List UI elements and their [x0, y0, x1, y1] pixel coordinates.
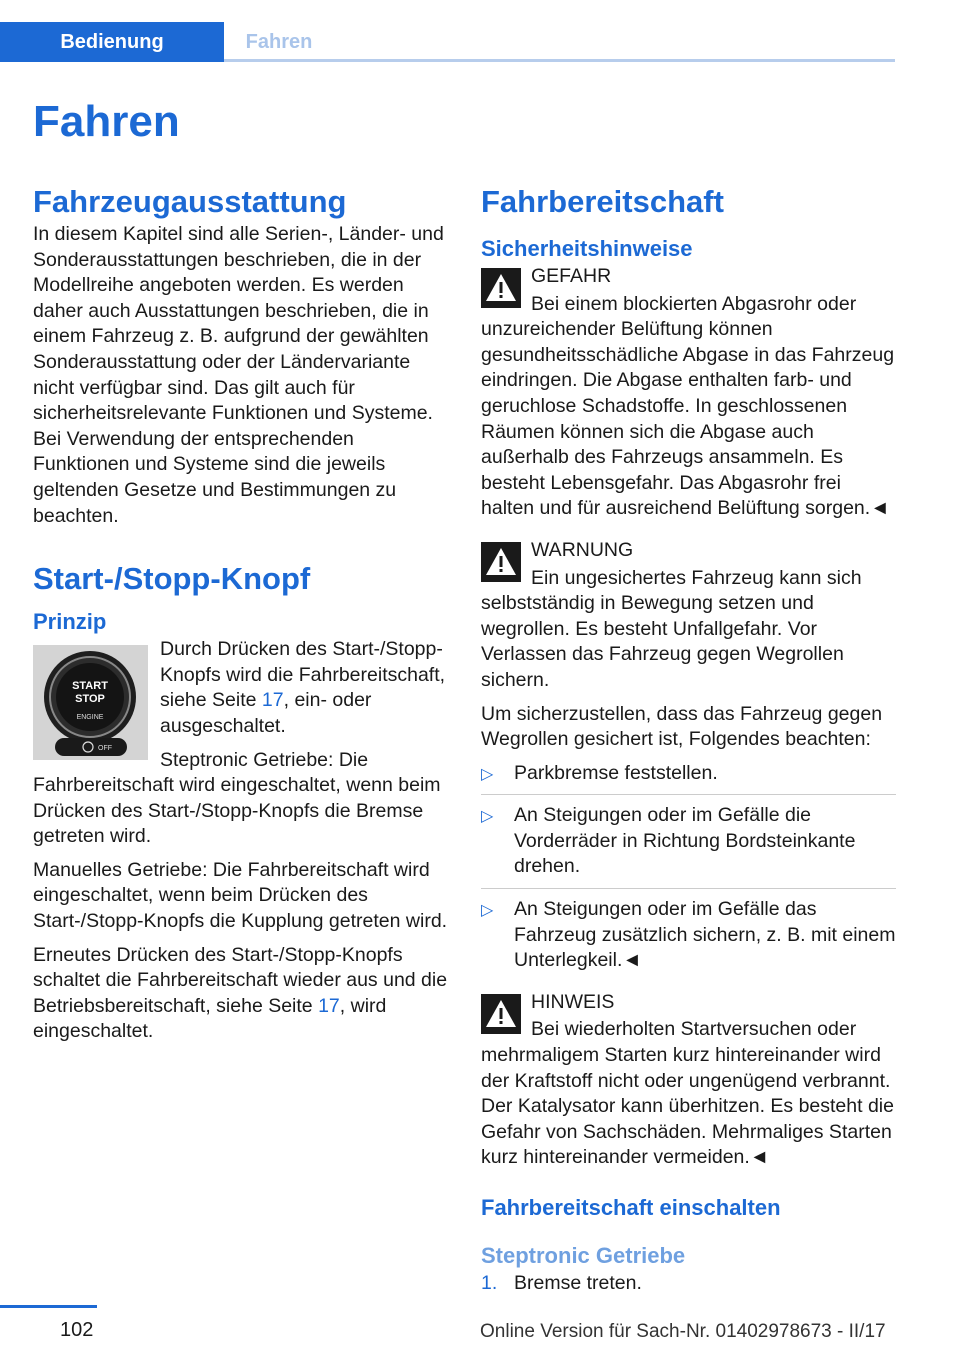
steptronic-title: Steptronic Getriebe: [481, 1243, 686, 1268]
right-column: [481, 182, 896, 1297]
section-fahrzeugausstattung-title: Fahrzeugausstattung: [33, 184, 347, 219]
tab-fahren[interactable]: Fahren: [245, 31, 313, 53]
section-start-stopp-title: Start-/Stopp-Knopf: [33, 561, 311, 597]
list-item: ▷ Parkbremse feststellen.: [481, 761, 896, 796]
prinzip-paragraph-1: Durch Drücken des Start-/Stopp-Knopfs wird die Fahrbereitschaft, siehe Seite 17, ein- oder ausgeschaltet.: [160, 638, 446, 737]
section-fahrzeugausstattung-text: In diesem Kapitel sind alle Serien-, Länder- und Sonderausstattungen beschrieben, die in der Modellreihe angeboten werden. Es werden daher auch Ausstattungen beschrieben, die in einem Fahrzeug z. B. aufgrund der gewählten Sonderausstattung oder der Ländervariante nicht verfügbar sind. Das gilt auch für sicherheitsrelevante Funktionen und Systeme. Bei Verwendung der entsprechenden Funktionen und Systeme sind die jeweils geltenden Gesetze und Bestimmungen zu beachten.: [33, 223, 444, 527]
warning-warnung-label: WARNUNG: [531, 538, 634, 561]
button-image-line2: STOP: [75, 693, 105, 706]
warning-triangle-icon: [481, 994, 521, 1034]
warning-triangle-icon: [481, 542, 521, 582]
sicherheitshinweise-title: Sicherheitshinweise: [481, 236, 693, 261]
secure-list: [481, 761, 896, 982]
prinzip-paragraph-4: Erneutes Drücken des Start-/Stopp-Knopfs schaltet die Fahrbereitschaft wieder aus und die Betriebsbereitschaft, siehe Seite 17, wird eingeschaltet.: [33, 943, 448, 1043]
warning-gefahr-text: Bei einem blockierten Abgasrohr oder unzureichender Belüftung können gesundheitsschädliche Abgase in das Fahrzeug eindringen. Die Abgase enthalten farb- und geruchlose Schadstoffe. In geschlossenen Räumen können sich die Abgase auch außerhalb des Fahrzeugs ansammeln. Es besteht Lebensgefahr. Das Abgasrohr frei halten und für ausreichend Belüftung sorgen.◄: [481, 292, 895, 520]
button-image-line3: ENGINE: [76, 714, 104, 722]
list-item: ▷ An Steigungen oder im Gefälle die Vorderräder in Richtung Bordsteinkante drehen.: [481, 803, 896, 889]
warning-warnung-text: Ein ungesichertes Fahrzeug kann sich selbstständig in Bewegung setzen und wegrollen. Es besteht Unfallgefahr. Vor Verlassen das Fahrzeug gegen Wegrollen sichern.: [481, 566, 862, 691]
warning-warnung: [481, 538, 896, 694]
warning-triangle-icon: [481, 268, 521, 308]
button-image-off: OFF: [98, 745, 112, 753]
button-image-line1: START: [72, 680, 108, 693]
warning-gefahr-label: GEFAHR: [531, 265, 612, 287]
page-number: 102: [60, 1319, 94, 1341]
bullet-triangle-icon: ▷: [481, 765, 494, 783]
fahrbereitschaft-einschalten-title: Fahrbereitschaft einschalten: [481, 1195, 781, 1220]
section-fahrbereitschaft-title: Fahrbereitschaft: [481, 184, 724, 219]
warning-hinweis: [481, 990, 896, 1171]
header-bar: [0, 22, 895, 62]
page-link-17[interactable]: 17: [318, 994, 340, 1017]
footer-divider: [0, 1305, 97, 1308]
warning-gefahr: [481, 264, 896, 522]
prinzip-paragraph-3: Manuelles Getriebe: Die Fahrbereitschaft wird eingeschaltet, wenn beim Drücken des Start-/Stopp-Knopfs die Kupplung getreten wird.: [33, 858, 448, 933]
list-item: ▷ An Steigungen oder im Gefälle das Fahrzeug zusätzlich sichern, z. B. mit einem Unterlegkeil.◄: [481, 898, 896, 972]
start-stop-button-icon: [33, 645, 148, 760]
warning-hinweis-label: HINWEIS: [531, 990, 615, 1013]
prinzip-paragraph-2: Steptronic Getriebe: Die Fahrbereitschaft wird eingeschaltet, wenn beim Drücken des Start-/Stopp-Knopfs die Bremse getreten wird.: [33, 748, 441, 848]
bullet-triangle-icon: ▷: [481, 902, 494, 920]
bullet-triangle-icon: ▷: [481, 808, 494, 826]
list-item: 1. Bremse treten.: [481, 1272, 642, 1294]
page-title: Fahren: [33, 97, 180, 146]
left-column: [33, 182, 448, 1053]
steps-list: [481, 1271, 896, 1297]
prinzip-title: Prinzip: [33, 609, 107, 635]
header-divider: [224, 59, 895, 62]
warning-hinweis-text: Bei wiederholten Startversuchen oder mehrmaligem Starten kurz hintereinander wird der Kraftstoff nicht oder ungenügend verbrannt. Der Katalysator kann überhitzen. Es besteht die Gefahr von Sachschäden. Mehrmaliges Starten kurz hintereinander vermeiden.◄: [481, 1018, 894, 1169]
secure-instructions: Um sicherzustellen, dass das Fahrzeug gegen Wegrollen gesichert ist, Folgendes beachten:: [481, 702, 883, 751]
start-stop-button-image: [33, 645, 148, 760]
online-version: Online Version für Sach-Nr. 01402978673 - II/17: [480, 1321, 886, 1342]
page-link-17[interactable]: 17: [261, 689, 284, 712]
tab-bedienung[interactable]: Bedienung: [0, 22, 224, 62]
